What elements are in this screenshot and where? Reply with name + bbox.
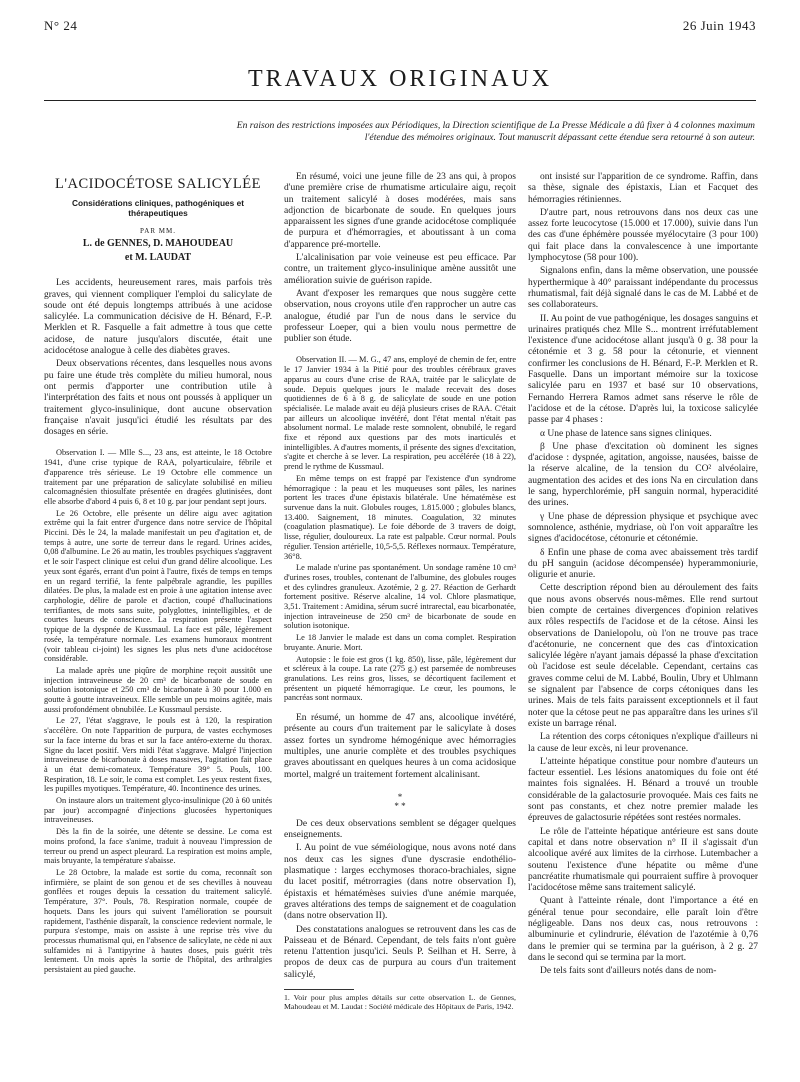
body-paragraph: En résumé, voici une jeune fille de 23 ans qui, à propos d'une première crise de rhumatisme articulaire aigu, reçoit un traitement salicylé à doses modérées, mais sans adjonction de bicarbonate de soude. En quelques jours apparaissent les signes d'une grande acidocétose compliquée de purpura et d'hémorragies, et aboutissant à un coma d'apparence pré-mortelle. xyxy=(284,172,516,250)
body-paragraph: II. Au point de vue pathogénique, les dosages sanguins et urinaires pratiqués chez Mlle S... montrent irréfutablement l'existence d'une acidocétose allant jusqu'à 0 g. 38 pour la cétonémie et 3 g. 58 pour la cétonurie, et viennent confirmer les conclusions de H. Bénard, F.-P. Merklen et R. Fasquelle. Dans un important mémoire sur la toxicose salicylée paru en 1937 et basé sur 10 observations, Fernando Herrera Ramos admet sans réserve le rôle de l'acidose et de la cétose. D'après lui, la toxicose salicylée passe par 4 phases : xyxy=(528,313,758,426)
intro-paragraph: Les accidents, heureusement rares, mais parfois très graves, qui viennent compliquer l'emploi du salicylate de soude ont été depuis longtemps attribués à une acidose salicylée. La communication décisive de H. Bénard, F.-P. Merklen et R. Fasquelle a fait admettre à tous que cette acidose, de nature jusqu'alors discutée, était une acidocétose analogue à celle des diabètes graves. xyxy=(44,278,272,357)
observation-1 xyxy=(44,448,272,974)
title-rule xyxy=(44,100,756,101)
column-1 xyxy=(44,172,272,1077)
intro-paragraph: Deux observations récentes, dans lesquelles nous avons pu faire une étude très complète du milieu humoral, nous ont permis d'apporter une contribution utile à l'interprétation des faits et nous ont poussés à appliquer un traitement glyco-insulinique, dont aucune observation française n'avait jusqu'ici étudié les résultats par des dosages en série. xyxy=(44,359,272,438)
footnote-rule xyxy=(284,989,354,990)
authors-line-2: et M. LAUDAT xyxy=(124,251,192,263)
section-title: TRAVAUX ORIGINAUX xyxy=(247,66,553,92)
body-paragraph: Le rôle de l'atteinte hépatique antérieure est sans doute capital et dans notre observation n° II il s'agissait d'un alcoolique avéré aux limites de la cirrhose. Lutembacher a soutenu l'existence d'une hépatite ou même d'une pancréatite rhumatismale qui pourraient suffire à provoquer l'acidocétose même sans traitement salicylé. xyxy=(528,826,758,894)
body-paragraph: Signalons enfin, dans la même observation, une poussée hyperthermique à 40° paraissant indépendante du processus rhumatismal, fait déjà signalé dans le cas de M. Labbé et de ses collaborateurs. xyxy=(528,266,758,311)
body-paragraph: D'autre part, nous retrouvons dans nos deux cas une assez forte leucocytose (15.000 et 17.000), suivie dans l'un des cas d'une éphémère poussée myélocytaire (3 pour 100) qui fait place dans la convalescence à une importante lymphocytose (58 pour 100). xyxy=(528,207,758,264)
observation-paragraph: Autopsie : le foie est gros (1 kg. 850), lisse, pâle, légèrement dur et scléreux à la coupe. La rate (275 g.) est parsemée de nombreuses granulations. Les reins gros, lisses, se décortiquent facilement et présentent un piqueté hémorragique. Le cœur, les poumons, le pancréas sont normaux. xyxy=(284,654,516,703)
article-authors xyxy=(44,237,272,264)
body-paragraph: Des constatations analogues se retrouvent dans les cas de Paisseau et de Bénard. Cependant, de tels faits n'ont guère retenu l'attention jusqu'ici. Seuls P. Seilhan et H. Serre, à propos de deux cas de purpura au cours d'un traitement salicylé, xyxy=(284,924,516,980)
observation-paragraph: En même temps on est frappé par l'existence d'un syndrome hémorragique : la peau et les muqueuses sont pâles, les narines portent les traces d'une épistaxis bilatérale. Une hématémèse est survenue dans la nuit. Globules rouges, 1.815.000 ; globules blancs, 13.400. Saignement, 18 minutes. Coagulation, 32 minutes (coagulation plasmatique). Le foie déborde de 3 travers de doigt, lisse, régulier, douloureux. La rate est palpable. Cœur normal. Pouls régulier. Tension artérielle, 10,5-5,5. Réflexes normaux. Température, 36°8. xyxy=(284,473,516,561)
observation-2 xyxy=(284,355,516,703)
body-paragraph: Cette description répond bien au déroulement des faits que nous avons observés nous-mêmes. Elle rend surtout bien compte de certaines divergences d'opinion relatives aux rôles respectifs de l'acidose et de la cétose. Ainsi les observations de Danielopolu, où l'on ne trouve pas trace d'acétonurie, ne concernent que des cas d'intoxication salicylée légère n'ayant jamais dépassé la phase d'excitation où l'acidose est seule décelable. Cependant, certains cas graves comme celui de M. Labbé, Boulin, Ubry et Uhlmann se signalent par l'absence de corps cétoniques dans les urines. Mais de tels faits paraissent exceptionnels et il faut noter que la cétose peut ne pas apparaître dans les urines s'il existe un barrage rénal. xyxy=(528,583,758,729)
phase-item: γ Une phase de dépression physique et psychique avec somnolence, asthénie, mydriase, où l'on voit apparaître les signes d'acidocétose, cétonurie et cétonémie. xyxy=(528,511,758,545)
article-title: L'ACIDOCÉTOSE SALICYLÉE xyxy=(55,176,261,192)
body-paragraph: Quant à l'atteinte rénale, dont l'importance a été en général tenue pour secondaire, elle paraît loin d'être négligeable. Dans nos deux cas, nous retrouvons : albuminurie et cylindrurie, élévation de l'azotémie à 0,76 dans le premier qui se termina par la guérison, à 2 g. 27 dans le second qui se termina par la mort. xyxy=(528,896,758,963)
observation-paragraph: Observation I. — Mlle S..., 23 ans, est atteinte, le 18 Octobre 1941, d'une crise typique de RAA, polyarticulaire, fébrile et d'apparence très sérieuse. Le 19 Octobre elle commence un traitement par une préparation de salicylate solubilisé en milieu calcomagnésien thiosulfate présentée en dragées glutinisées, dont elle absorbe d'abord 4 puis 6, 8 et 10 g. par jour pendant sept jours. xyxy=(44,448,272,506)
phase-item: δ Enfin une phase de coma avec abaissement très tardif du pH sanguin (acidose décompensée) hyperammoniurie, oligurie et anurie. xyxy=(528,547,758,581)
body-paragraph: ont insisté sur l'apparition de ce syndrome. Raffin, dans sa thèse, signale des épistaxis, Lian et Facquet des hémorragies rétiniennes. xyxy=(528,172,758,205)
body-paragraph: Avant d'exposer les remarques que nous suggère cette observation, nous croyons utile d'en rapprocher un autre cas analogue, étudié par l'un de nous dans le service du professeur Loeper, qui a bien voulu nous permettre de publier son étude. xyxy=(284,288,516,345)
observation-paragraph: Le 18 Janvier le malade est dans un coma complet. Respiration bruyante. Anurie. Mort. xyxy=(284,633,516,652)
body-paragraph: La rétention des corps cétoniques n'explique d'ailleurs ni la cause de leur excès, ni leur provenance. xyxy=(528,732,758,754)
observation-paragraph: Le 27, l'état s'aggrave, le pouls est à 120, la respiration s'accélère. On note l'apparition de purpura, de vastes ecchymoses sur la face interne du bras et sur la face antéro-externe du thorax. Signe du lacet positif. Vers midi l'état s'aggrave. Malgré l'injection intraveineuse de bicarbonate à doses massives, l'agitation fait place à un état demi-comateux. Température 39° 5. Pouls, 100. Respiration, 18. Le soir, le coma est complet. Les yeux restent fixes, les pupilles myotiques. Température, 40. Incontinence des urines. xyxy=(44,716,272,794)
body-paragraph: De ces deux observations semblent se dégager quelques enseignements. xyxy=(284,818,516,841)
editorial-notice: En raison des restrictions imposées aux Périodiques, la Direction scientifique de La Presse Médicale a dû fixer à 4 colonnes maximum l'étendue des mémoires originaux. Tout manuscrit dépassant cette étendue sera retourné à son auteur. xyxy=(236,120,755,143)
body-paragraph: I. Au point de vue séméiologique, nous avons noté dans nos deux cas les signes d'une dyscrasie endothélio-plasmatique : larges ecchymoses thoraco-brachiales, signe du lacet positif, métrorragies (dans notre observation I), épistaxis et hématémèses suivies d'une anémie marquée, graves altérations des temps de saignement et de coagulation (dans notre observation II). xyxy=(284,843,516,922)
issue-number: N° 24 xyxy=(44,18,78,33)
body-paragraph: De tels faits sont d'ailleurs notés dans de nom- xyxy=(540,966,717,977)
phase-item: α Une phase de latence sans signes cliniques. xyxy=(540,428,712,439)
phase-item: β Une phase d'excitation où dominent les signes d'acidose : dyspnée, agitation, angoisse, nausées, baisse de la réserve alcaline, de la tension du CO² alvéolaire, augmentation des acides et des ions Na en circulation dans le sang, hyperchlorémie, pH sanguin normal, hyperacidité des urines. xyxy=(528,441,758,509)
body-paragraph: En résumé, un homme de 47 ans, alcoolique invétéré, présente au cours d'un traitement par le salicylate à doses assez fortes un syndrome hémogénique avec hémorragies multiples, une anurie complète et des troubles psychiques graves aboutissant en quelques heures à un coma acidosique mortel, malgré un traitement fortement alcalinisant. xyxy=(284,713,516,780)
page-header xyxy=(44,10,756,38)
observation-paragraph: Le 26 Octobre, elle présente un délire aigu avec agitation extrême qui la fait entrer d'urgence dans notre service de l'hôpital Piccini. Dès le 24, la malade manifestait un peu d'agitation et, de temps à autre, une sorte de terreur dans le regard. Urines acides, 0,08 d'albumine. Le 26 au matin, les troubles psychiques s'aggravent et le soir l'aspect clinique est celui d'un grand délire alcoolique. Les yeux sont égarés, errant d'un point à l'autre, fixés de temps en temps en un regard terrifié, la fente palpébrale agrandie, les pupilles dilatées. De plus, la malade est en proie à une agitation intense avec carphologie, délire de parole et d'action, coupé d'hallucinations terrifiantes, de mots sans suite, polyglottes, inintelligibles, et de courtes lueurs de conscience. La respiration présente l'aspect typique de la dyspnée de Kussmaul. La face est pâle, légèrement rosée, la température normale. Les examens humoraux montrent (voir tableau ci-joint) les signes les plus nets d'une acidocétose considérable. xyxy=(44,508,272,664)
observation-paragraph: La malade après une piqûre de morphine reçoit aussitôt une injection intraveineuse de 20 cm³ de bicarbonate de soude en solution isotonique et 250 cm³ de bicarbonate à 30 pour 1.000 en goutte à goutte intraveineux. Elle semble un peu moins agitée, mais aussi profondément obnubilée. Le Kussmaul persiste. xyxy=(44,665,272,714)
section-separator: * * * xyxy=(394,791,406,811)
authors-line-1: L. de GENNES, D. MAHOUDEAU xyxy=(82,238,234,250)
footnote: 1. Voir pour plus amples détails sur cette observation L. de Gennes, Mahoudeau et M. Laudat : Société médicale des Hôpitaux de Paris, 1942. xyxy=(284,993,516,1012)
byline-par: PAR MM. xyxy=(140,226,176,235)
observation-paragraph: Dès la fin de la soirée, une détente se dessine. Le coma est moins profond, la face s'anime, traduit à nouveau l'impression de terreur ou prend un aspect pleurard. La respiration est moins ample, mais bruyante, la température s'abaisse. xyxy=(44,827,272,866)
observation-paragraph: On instaure alors un traitement glyco-insulinique (20 à 60 unités par jour) accompagné d'injections glucosées hypertoniques intraveineuses. xyxy=(44,796,272,825)
article-subtitle: Considérations cliniques, pathogéniques et thérapeutiques xyxy=(72,198,244,219)
column-3 xyxy=(528,172,758,1077)
body-paragraph: L'atteinte hépatique constitue pour nombre d'auteurs un facteur essentiel. Les lésions anatomiques du foie ont été maintes fois signalées. H. Bénard a trouvé un trouble considérable de la galactosurie provoquée. Mais ces faits ne sont pas constants, et chez notre premier malade les épreuves de galactosurie répétées sont restées normales. xyxy=(528,756,758,824)
column-2 xyxy=(284,172,516,1077)
observation-paragraph: Le 28 Octobre, la malade est sortie du coma, reconnaît son infirmière, se plaint de son genou et de ses chevilles à nouveau gonflées et rouges depuis la cessation du traitement salicylé. Température, 37°. Pouls, 78. Respiration normale, coupée de hoquets. Dans les jours qui suivent l'amélioration se poursuit rapidement, l'asthénie disparaît, la conscience redevient normale, le purpura s'estompe, mais on assiste à une reprise très vive du processus rhumatismal qui, en l'absence de salicylate, ne cède ni aux sulfamides ni à l'antipyrine à hautes doses, puis guérit très lentement. Un mois après la sortie de l'hôpital, des arthralgies persistaient au pied gauche. xyxy=(44,867,272,975)
body-paragraph: L'alcalinisation par voie veineuse est peu efficace. Par contre, un traitement glyco-insulinique amène aussitôt une amélioration suivie de guérison rapide. xyxy=(284,253,516,286)
observation-paragraph: Observation II. — M. G., 47 ans, employé de chemin de fer, entre le 17 Janvier 1934 à la Pitié pour des troubles cérébraux graves apparus au cours d'une crise de RAA, traitée par le salicylate de soude. Depuis quelques jours le malade recevait des doses quotidiennes de 6 à 8 g. de salicylate de soude en une potion spécialisée. Le malade avait eu déjà plusieurs crises de RAA. C'était par ailleurs un alcoolique invétéré, dont l'état mental n'était pas absolument normal. Le malade reste somnolent, obnubilé, le regard fixe et répond aux questions par des mots inarticulés et inintelligibles. A d'autres moments, il présente des signes d'excitation, s'agite et cherche à se lever. La respiration, peu accélérée (18 à 22), prend le rythme de Kussmaul. xyxy=(284,355,516,472)
issue-date: 26 Juin 1943 xyxy=(682,18,756,33)
observation-paragraph: Le malade n'urine pas spontanément. Un sondage ramène 10 cm³ d'urines roses, troubles, contenant de l'albumine, des globules rouges et des cylindres granuleux. Azotémie, 2 g. 27. Réaction de Gerhardt fortement positive. Réserve alcaline, 14 vol. Chlore plasmatique, 3,51. Traitement : Amidina, sérum sucré intrarectal, eau bicarbonatée, injection intraveineuse de 250 cm³ de bicarbonate de soude en solution isotonique. xyxy=(284,563,516,631)
